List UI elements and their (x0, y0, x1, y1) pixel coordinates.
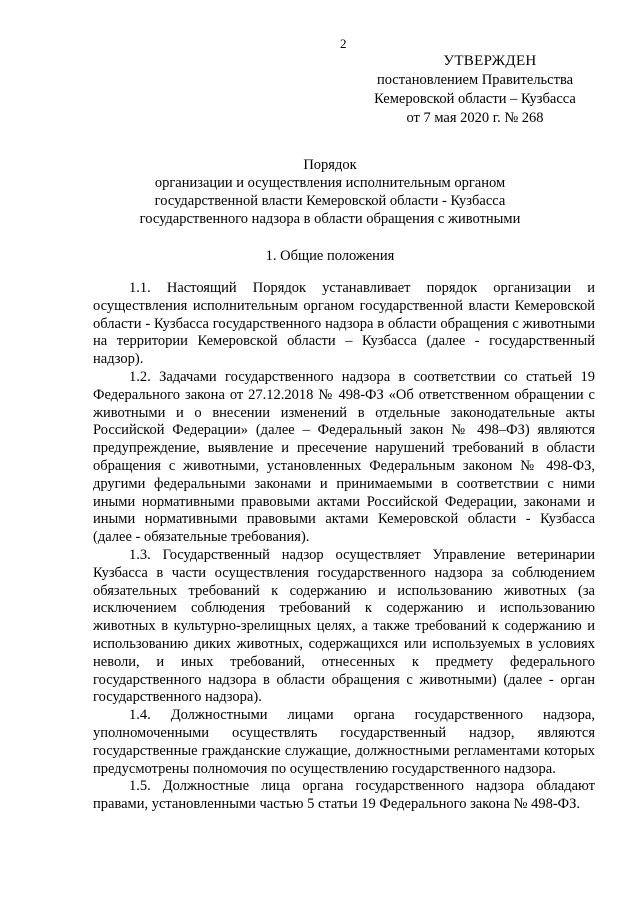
document-title (60, 156, 600, 228)
paragraph-1-2: 1.2. Задачами государственного надзора в соответствии со статьей 19 Федерального закона от 27.12.2018 № 498-ФЗ «Об ответственном обращении с животными и о внесении изменений в отдельные законодательные акты Российской Федерации» (далее – Федеральный закон № 498–ФЗ) являются предупреждение, выявление и пресечение нарушений требований в области обращения с животными, установленных Федеральным законом № 498-ФЗ, другими федеральными законами и принимаемыми в соответствии с ними иными нормативными правовыми актами Российской Федерации, законами и иными нормативными правовыми актами Кемеровской области - Кузбасса (далее - обязательные требования). (93, 368, 595, 546)
document-title-main: Порядок (303, 157, 357, 173)
approval-line-3: от 7 мая 2020 г. № 268 (406, 110, 544, 126)
section-heading: 1. Общие положения (265, 248, 395, 264)
page-number: 2 (340, 36, 347, 51)
paragraph-1-3: 1.3. Государственный надзор осуществляет Управление ветеринарии Кузбасса в части осуществления государственного надзора за соблюдением обязательных требований к содержанию и использованию животных (за исключением соблюдения требований к содержанию и использованию животных в культурно-зрелищных целях, а также требований к содержанию и использованию диких животных, содержащихся или используемых в условиях неволи, и иных требований, отнесенных к предмету федерального государственного надзора в области обращения с животными) (далее - орган государственного надзора). (93, 546, 595, 706)
section-body (93, 280, 595, 814)
paragraph-1-5: 1.5. Должностные лица органа государственного надзора обладают правами, установленными частью 5 статьи 19 Федерального закона № 498-ФЗ. (93, 778, 595, 813)
document-title-subtitle: организации и осуществления исполнительным органом государственной власти Кемеровской области - Кузбасса государственного надзора в области обращения с животными (139, 175, 521, 227)
approval-line-2: Кемеровской области – Кузбасса (374, 91, 576, 107)
approval-line-1: постановлением Правительства (376, 72, 574, 88)
approval-title: УТВЕРЖДЕН (443, 53, 537, 69)
approval-stamp (350, 52, 600, 128)
paragraph-1-4: 1.4. Должностными лицами органа государственного надзора, уполномоченными осуществлять государственный надзор, являются государственные гражданские служащие, должностными регламентами которых предусмотрены полномочия по осуществлению государственного надзора. (93, 707, 595, 777)
paragraph-1-1: 1.1. Настоящий Порядок устанавливает порядок организации и осуществления исполнительным органом государственной власти Кемеровской области - Кузбасса государственного надзора в области обращения с животными на территории Кемеровской области – Кузбасса (далее - государственный надзор). (93, 280, 595, 368)
